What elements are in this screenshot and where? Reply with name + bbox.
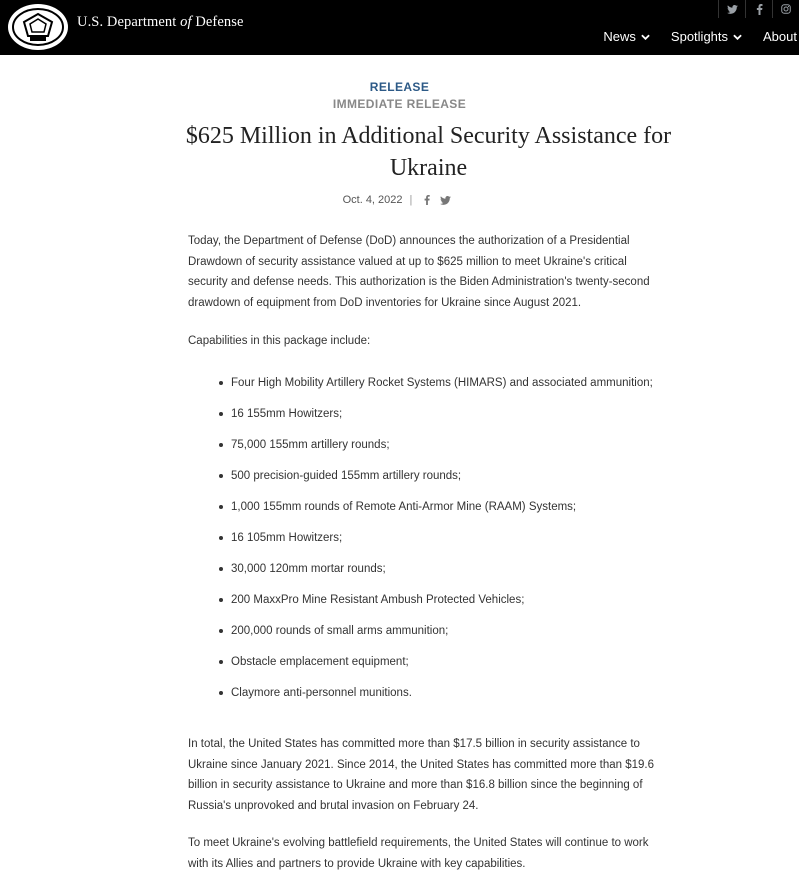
list-item: 16 155mm Howitzers; [219,405,659,423]
article-subcategory: IMMEDIATE RELEASE [332,97,467,111]
nav-about[interactable]: About [763,29,797,44]
list-item: 200,000 rounds of small arms ammunition; [219,622,659,640]
closing-paragraph: To meet Ukraine's evolving battlefield requirements, the United States will continue to work with its Allies and partners to provide Ukraine with key capabilities. [188,837,649,870]
facebook-icon[interactable] [745,0,772,18]
site-header [0,0,799,55]
main-nav [603,29,799,44]
page-title: $625 Million in Additional Security Assistance for Ukraine [185,123,672,181]
site-logo[interactable] [8,4,244,50]
capabilities-intro: Capabilities in this package include: [188,335,371,347]
pentagon-seal-icon [8,4,68,50]
list-item: 200 MaxxPro Mine Resistant Ambush Protected Vehicles; [219,591,659,609]
list-item: 75,000 155mm artillery rounds; [219,436,659,454]
social-links [718,0,799,18]
list-item: Claymore anti-personnel munitions. [219,684,659,702]
chevron-down-icon [733,34,742,40]
meta-separator: | [409,194,413,206]
share-twitter-icon[interactable] [440,196,451,205]
total-paragraph: In total, the United States has committed more than $17.5 billion in security assistance to Ukraine since January 2021. Since 2014, the United States has committed more than $19.6 billion in security assistance to Ukraine and more than $16.8 billion since the beginning of Russia's unprovoked and brutal invasion on February 24. [188,738,655,813]
intro-paragraph: Today, the Department of Defense (DoD) announces the authorization of a Presidential Drawdown of security assistance valued at up to $625 million to meet Ukraine's critical security and defense needs. This authorization is the Biden Administration's twenty-second drawdown of equipment from DoD inventories for Ukraine since August 2021. [188,235,650,310]
list-item: 30,000 120mm mortar rounds; [219,560,659,578]
nav-news[interactable]: News [603,29,650,44]
share-facebook-icon[interactable] [424,195,430,205]
twitter-icon[interactable] [718,0,745,18]
article-category[interactable]: RELEASE [369,80,430,94]
list-item: Obstacle emplacement equipment; [219,653,659,671]
article-meta [0,194,799,206]
instagram-icon[interactable] [772,0,799,18]
list-item: Four High Mobility Artillery Rocket Systems (HIMARS) and associated ammunition; [219,374,659,392]
list-item: 16 105mm Howitzers; [219,529,659,547]
list-item: 1,000 155mm rounds of Remote Anti-Armor Mine (RAAM) Systems; [219,498,659,516]
brand-name: U.S. Department of Defense [77,14,244,30]
chevron-down-icon [641,34,650,40]
publish-date: Oct. 4, 2022 [342,194,403,206]
nav-spotlights[interactable]: Spotlights [671,29,742,44]
capabilities-list [219,374,659,715]
list-item: 500 precision-guided 155mm artillery rounds; [219,467,659,485]
